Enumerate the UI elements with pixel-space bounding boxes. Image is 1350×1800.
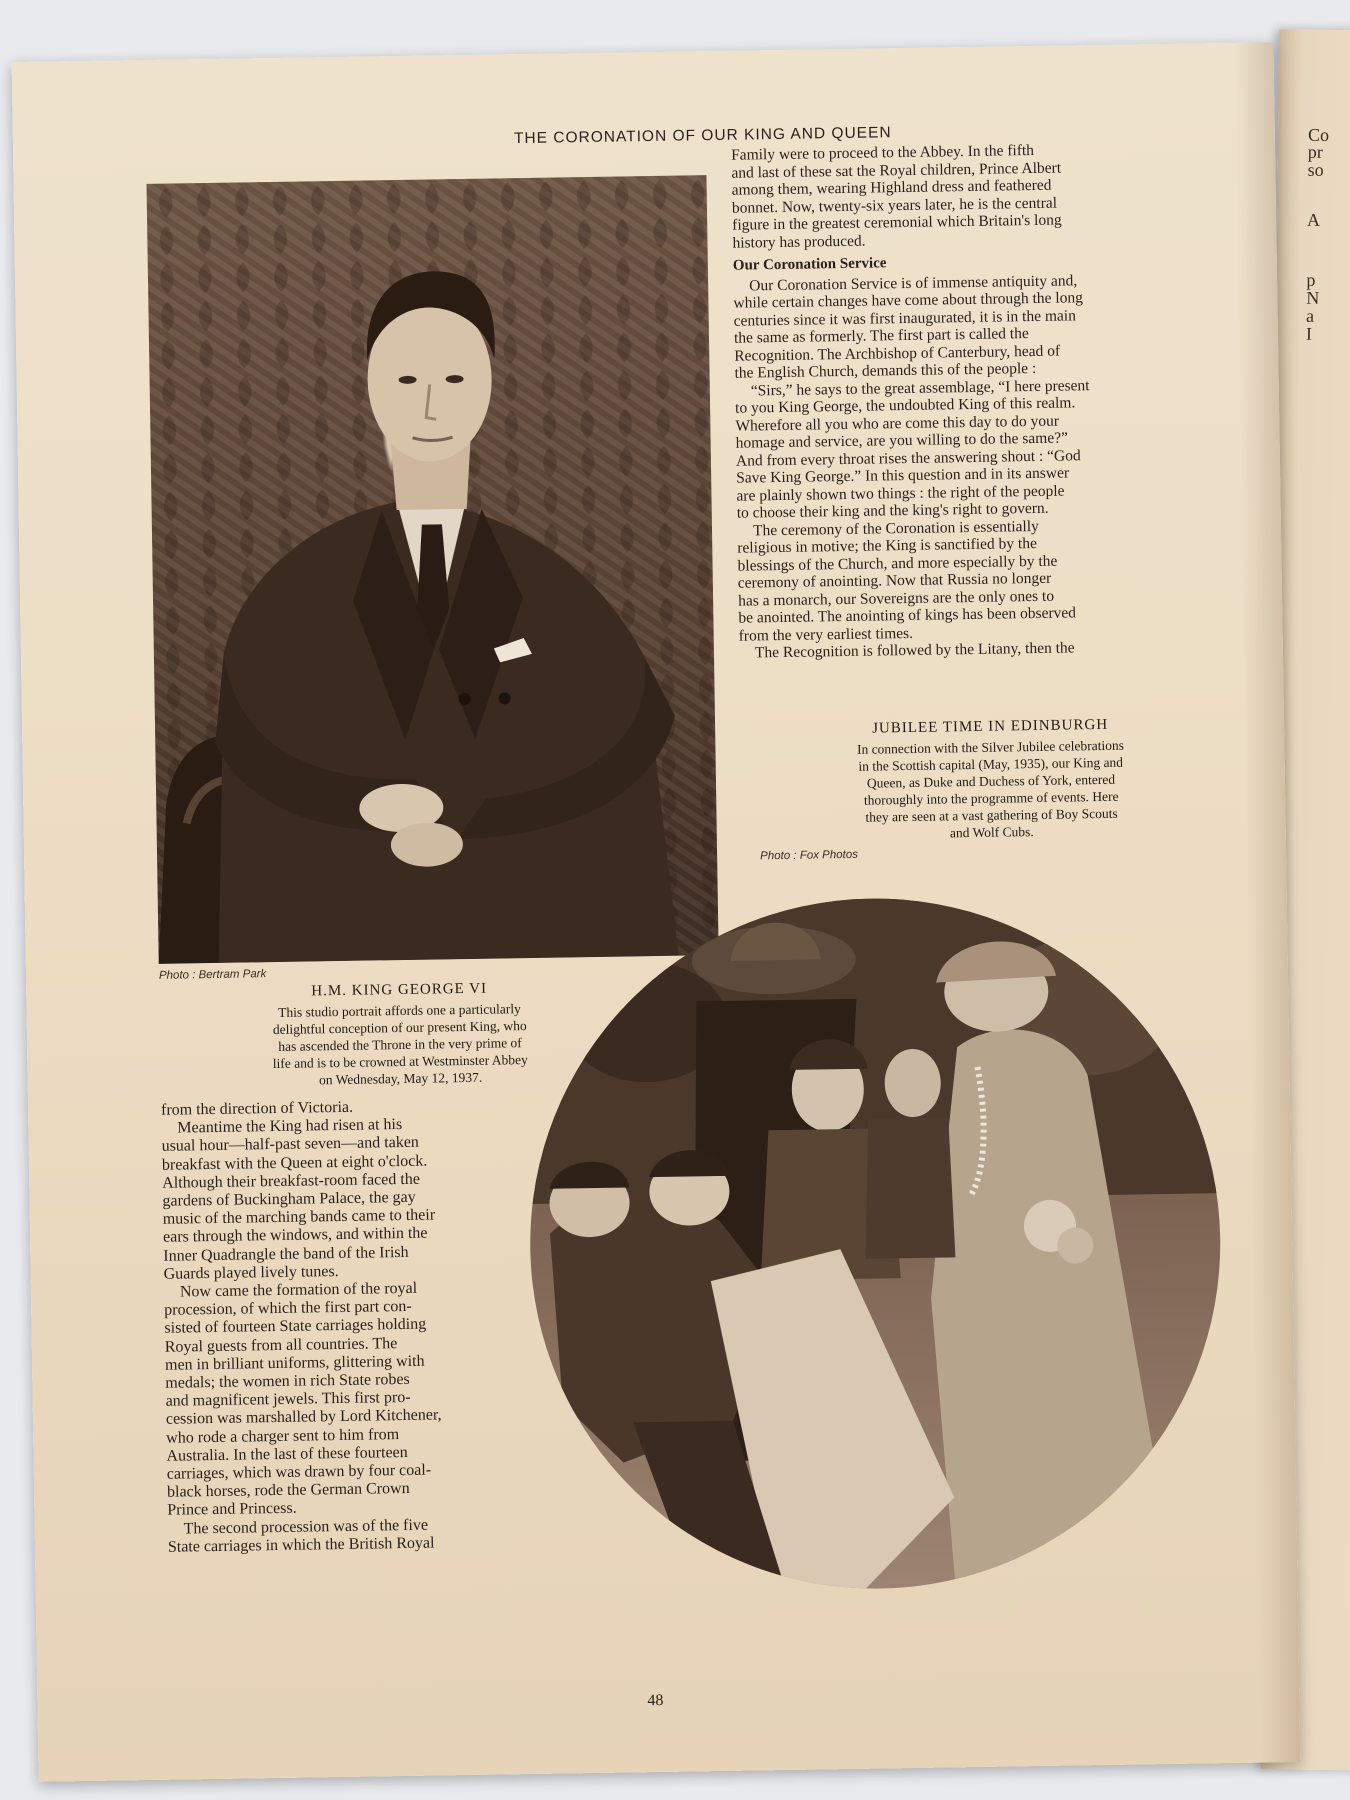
paragraph [161,1115,514,1284]
text-line: Our Coronation Service is of immense antiquity and, [749,271,1078,294]
paragraph [164,1278,518,1520]
text-line: Family were to proceed to the Abbey. In the fifth [730,141,1035,164]
magazine-page [12,42,1301,1782]
jubilee-caption-title: JUBILEE TIME IN EDINBURGH [872,716,1109,737]
text-line: figure in the greatest ceremonial which Britain's long [732,211,1062,234]
text-line: religious in motive; the King is sanctified by the [737,534,1038,557]
next-page-fragment: a [1306,305,1315,326]
text-line: Inner Quadrangle the band of the Irish [163,1243,409,1265]
text-line: Guards played lively tunes. [163,1262,339,1283]
text-line: who rode a charger sent to him from [166,1425,400,1447]
right-column-text [731,139,1209,662]
next-page-fragment: p [1306,269,1316,290]
jubilee-illustration [525,893,1226,1594]
paragraph [731,139,1203,251]
text-line: cession was marshalled by Lord Kitchener, [165,1406,442,1429]
text-line: the same as formerly. The first part is called the [733,325,1029,347]
caption-line: This studio portrait affords one a particularly [278,1001,521,1020]
text-line: Wherefore all you who are come this day to do your [735,412,1060,435]
text-line: centuries since it was first inaugurated, it is in the main [733,306,1077,330]
portrait-caption-title: H.M. KING GEORGE VI [311,980,488,1000]
text-line: and magnificent jewels. This first pro- [165,1389,411,1411]
caption-line: delightful conception of our present King, who [272,1018,527,1038]
next-page-fragment: Co [1307,124,1330,145]
text-line: blessings of the Church, and more especially by the [737,552,1058,575]
jubilee-circular-photo [525,893,1226,1594]
text-line: breakfast with the Queen at eight o'clock. [161,1152,428,1174]
caption-line: In connection with the Silver Jubilee celebrations [856,737,1125,757]
text-line: to you King George, the undoubted King of this realm. [734,394,1076,417]
text-line: gardens of Buckingham Palace, the gay [162,1188,416,1210]
text-line: The Recognition is followed by the Litany, then the [754,639,1075,662]
text-line: from the direction of Victoria. [160,1098,354,1119]
text-line: The ceremony of the Coronation is essentially [752,517,1039,539]
text-line: are plainly shown two things : the right of the people [736,482,1065,505]
caption-line: Queen, as Duke and Duchess of York, entered [866,771,1116,791]
text-line: the English Church, demands this of the people : [734,359,1037,382]
next-page-fragment: N [1306,287,1320,308]
text-line: while certain changes have come about through the long [733,289,1084,312]
text-line: from the very earliest times. [738,624,914,645]
king-portrait-photo [147,175,719,964]
text-line: “Sirs,” he says to the great assemblage, “I here present [750,376,1090,399]
portrait-photo-credit: Photo : Bertram Park [158,968,267,982]
paragraph [733,270,1205,382]
text-line: State carriages in which the British Royal [167,1534,435,1556]
text-line: Prince and Princess. [167,1500,297,1520]
text-line: Royal guests from all countries. The [164,1334,398,1356]
text-line: history has produced. [732,232,866,252]
text-line: Recognition. The Archbishop of Canterbury, head of [734,342,1061,365]
paragraph [737,515,1209,645]
text-line: ceremony of anointing. Now that Russia no longer [737,569,1052,592]
text-line: carriages, which was drawn by four coal- [166,1461,432,1483]
section-subheading: Our Coronation Service [732,255,887,274]
text-line: bonnet. Now, twenty-six years later, he is the central [731,194,1058,217]
text-line: Now came the formation of the royal [179,1279,418,1301]
text-line: usual hour—half-past seven—and taken [161,1134,419,1156]
text-line: procession, of which the first part con- [164,1298,412,1320]
text-line: music of the marching bands came to their [162,1206,436,1229]
caption-line: on Wednesday, May 12, 1937. [318,1069,483,1088]
text-line: homage and service, are you willing to do the same?” [735,429,1069,452]
text-line: sisted of fourteen State carriages holding [164,1316,427,1338]
jubilee-photo-credit: Photo : Fox Photos [760,848,859,863]
caption-line: and Wolf Cubs. [949,824,1034,841]
text-line: to choose their king and the king's right to govern. [736,499,1049,522]
text-line: Australia. In the last of these fourteen [166,1443,408,1465]
page-header: THE CORONATION OF OUR KING AND QUEEN [513,124,892,148]
caption-line: life and is to be crowned at Westminster Abbey [272,1052,528,1072]
next-page-fragment: pr [1307,141,1323,162]
next-page-fragment: so [1307,159,1324,180]
paragraph [735,375,1207,522]
text-line: Although their breakfast-room faced the [162,1170,420,1192]
next-page-fragment: I [1305,323,1313,344]
text-line: has a monarch, our Sovereigns are the only ones to [737,587,1055,610]
caption-line: in the Scottish capital (May, 1935), our King and [858,754,1124,774]
caption-line: they are seen at a vast gathering of Boy Scouts [865,805,1118,825]
text-line: black horses, rode the German Crown [166,1480,410,1502]
text-line: Save King George.” In this question and in its answer [736,464,1070,487]
caption-line: has ascended the Throne in the very prime of [278,1035,522,1054]
text-line: ears through the windows, and within the [162,1225,428,1247]
paragraph [167,1515,518,1557]
text-line: And from every throat rises the answering shout : “God [735,446,1081,470]
text-line: be anointed. The anointing of kings has been observed [738,604,1077,627]
portrait-illustration [147,175,719,964]
text-line: among them, wearing Highland dress and feathered [731,176,1052,199]
text-line: and last of these sat the Royal children, Prince Albert [731,159,1062,182]
page-number: 48 [647,1691,664,1710]
caption-line: thoroughly into the programme of events. Here [863,788,1119,808]
text-line: men in brilliant uniforms, glittering with [164,1352,425,1374]
text-line: The second procession was of the five [183,1516,429,1538]
text-line: Meantime the King had risen at his [177,1116,403,1137]
text-line: medals; the women in rich State robes [165,1370,410,1392]
jubilee-caption-body [770,735,1212,844]
left-column-text [161,1096,518,1557]
next-page-fragment: A [1307,209,1321,230]
